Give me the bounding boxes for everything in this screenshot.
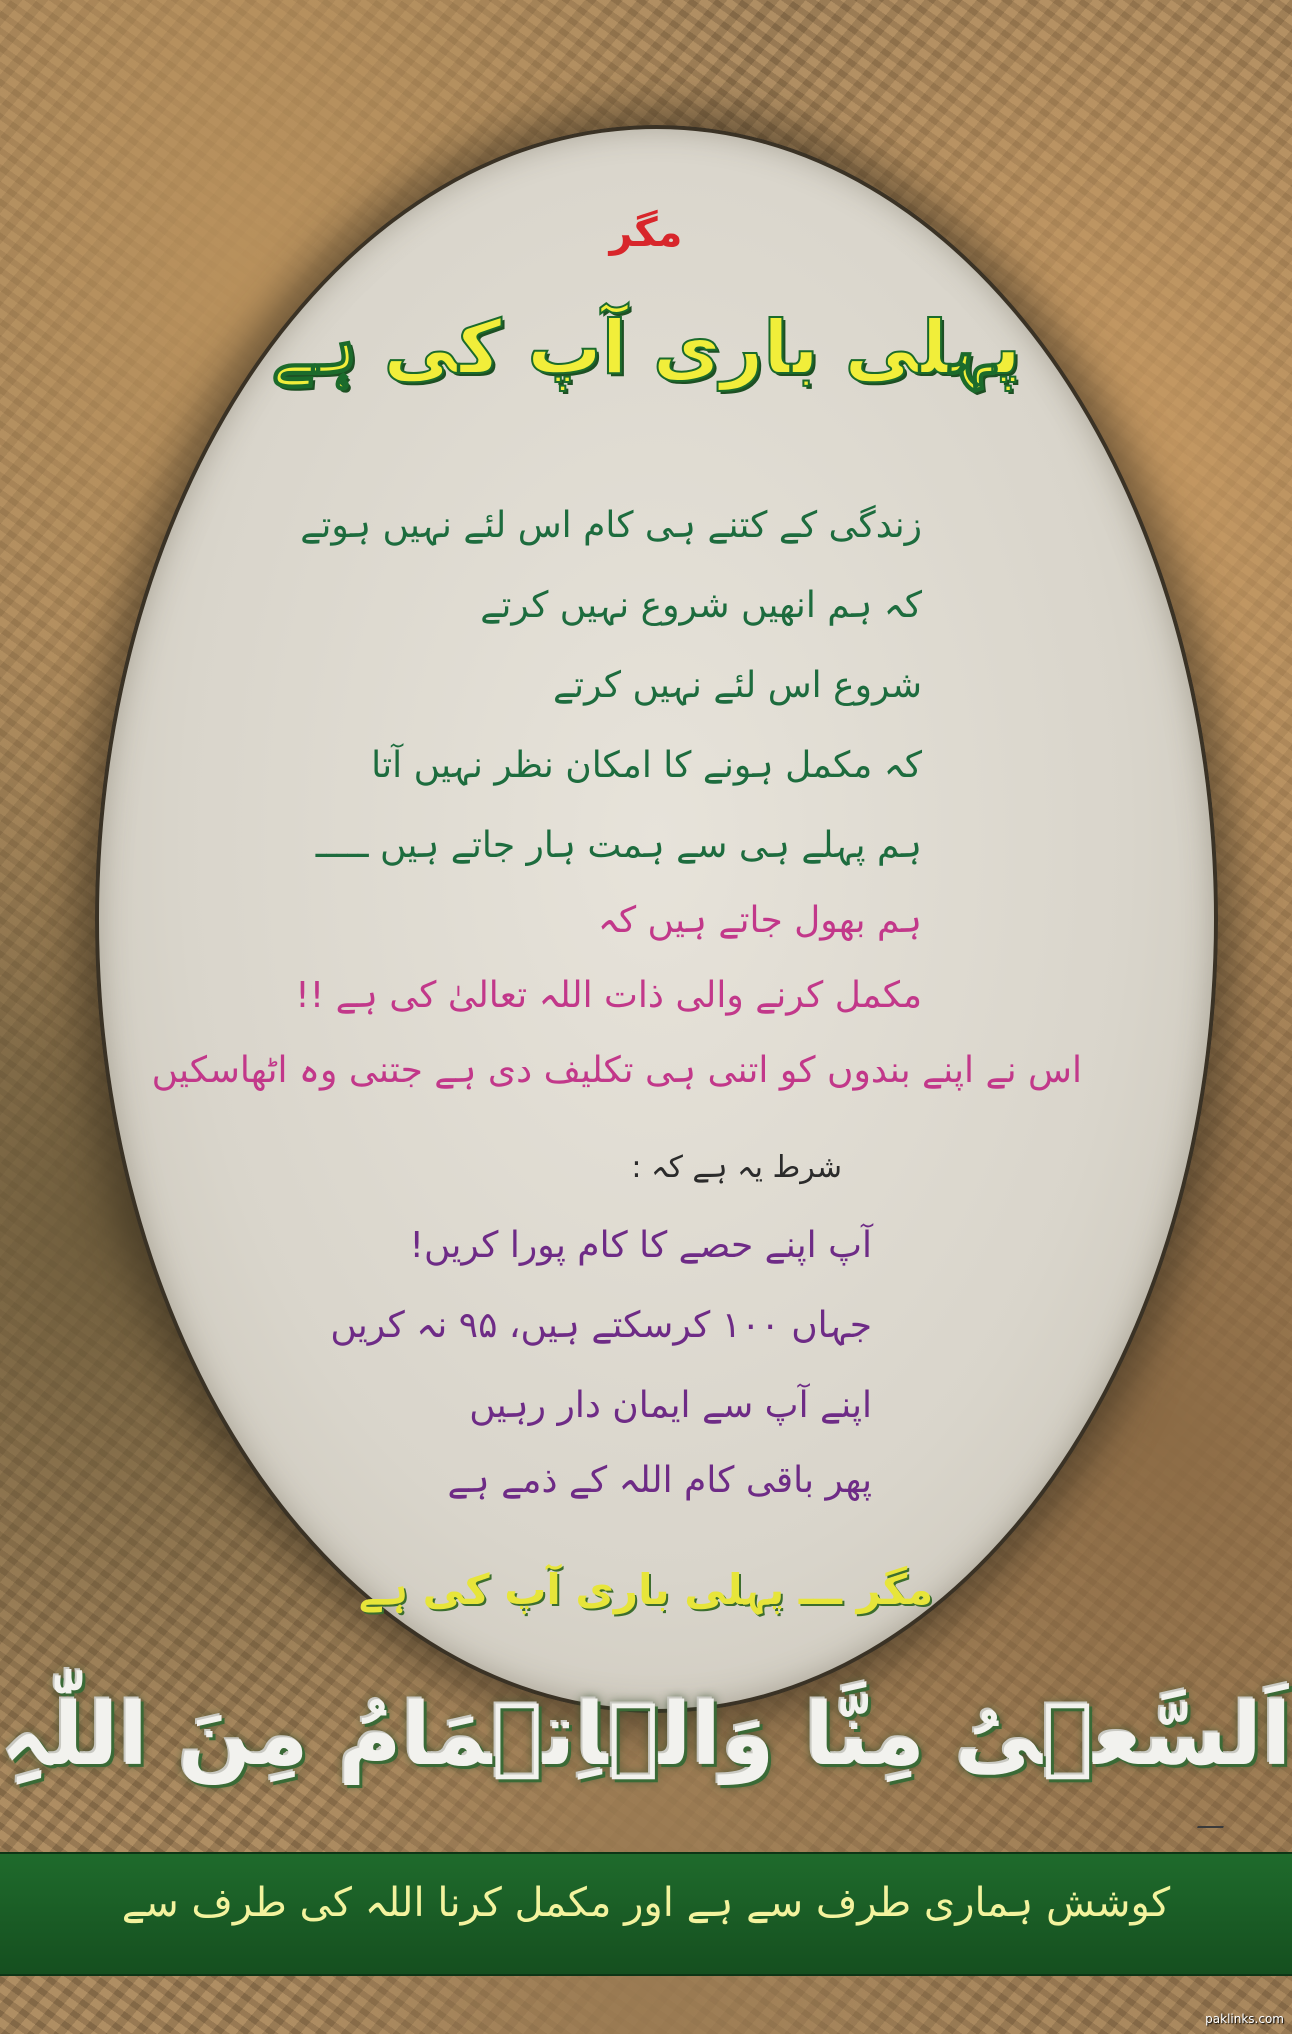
artist-signature	[1197, 1812, 1229, 1828]
verse-line-5: ہم پہلے ہی سے ہمت ہار جاتے ہیں ـــــ	[315, 825, 922, 866]
closing-line: مگر ـــ پہلی باری آپ کی ہے	[358, 1565, 934, 1614]
verse-line-1: زندگی کے کتنے ہی کام اس لئے نہیں ہوتے	[300, 505, 922, 546]
banner-text: کوشش ہماری طرف سے ہے اور مکمل کرنا اللہ کی طرف سے	[121, 1880, 1171, 1926]
verse-line-3: شروع اس لئے نہیں کرتے	[552, 665, 922, 706]
reminder-line-3: اس نے اپنے بندوں کو اتنی ہی تکلیف دی ہے جتنی وہ اٹھاسکیں	[151, 1050, 1082, 1091]
reminder-line-1: ہم بھول جاتے ہیں کہ	[597, 900, 922, 941]
reminder-line-2: مکمل کرنے والی ذات اللہ تعالیٰ کی ہے !!	[295, 975, 922, 1016]
verse-line-4: کہ مکمل ہونے کا امکان نظر نہیں آتا	[371, 745, 922, 786]
watermark: paklinks.com	[1205, 2012, 1284, 2026]
condition-line-3: اپنے آپ سے ایمان دار رہیں	[469, 1385, 872, 1426]
condition-line-2: جہاں ۱۰۰ کرسکتے ہیں، ۹۵ نہ کریں	[330, 1305, 872, 1346]
condition-label: شرط یہ ہے کہ :	[631, 1150, 842, 1185]
arabic-saying: اَلسَّعۡیُ مِنَّا وَالۡاِتۡمَامُ مِنَ اللّٰہِ	[0, 1685, 1292, 1785]
heading-kicker: مگر	[609, 210, 683, 256]
verse-line-2: کہ ہم انھیں شروع نہیں کرتے	[480, 585, 922, 626]
page-title: پہلی باری آپ کی ہے	[271, 305, 1021, 391]
condition-line-1: آپ اپنے حصے کا کام پورا کریں!	[409, 1225, 872, 1266]
condition-line-4: پھر باقی کام اللہ کے ذمے ہے	[447, 1460, 872, 1501]
